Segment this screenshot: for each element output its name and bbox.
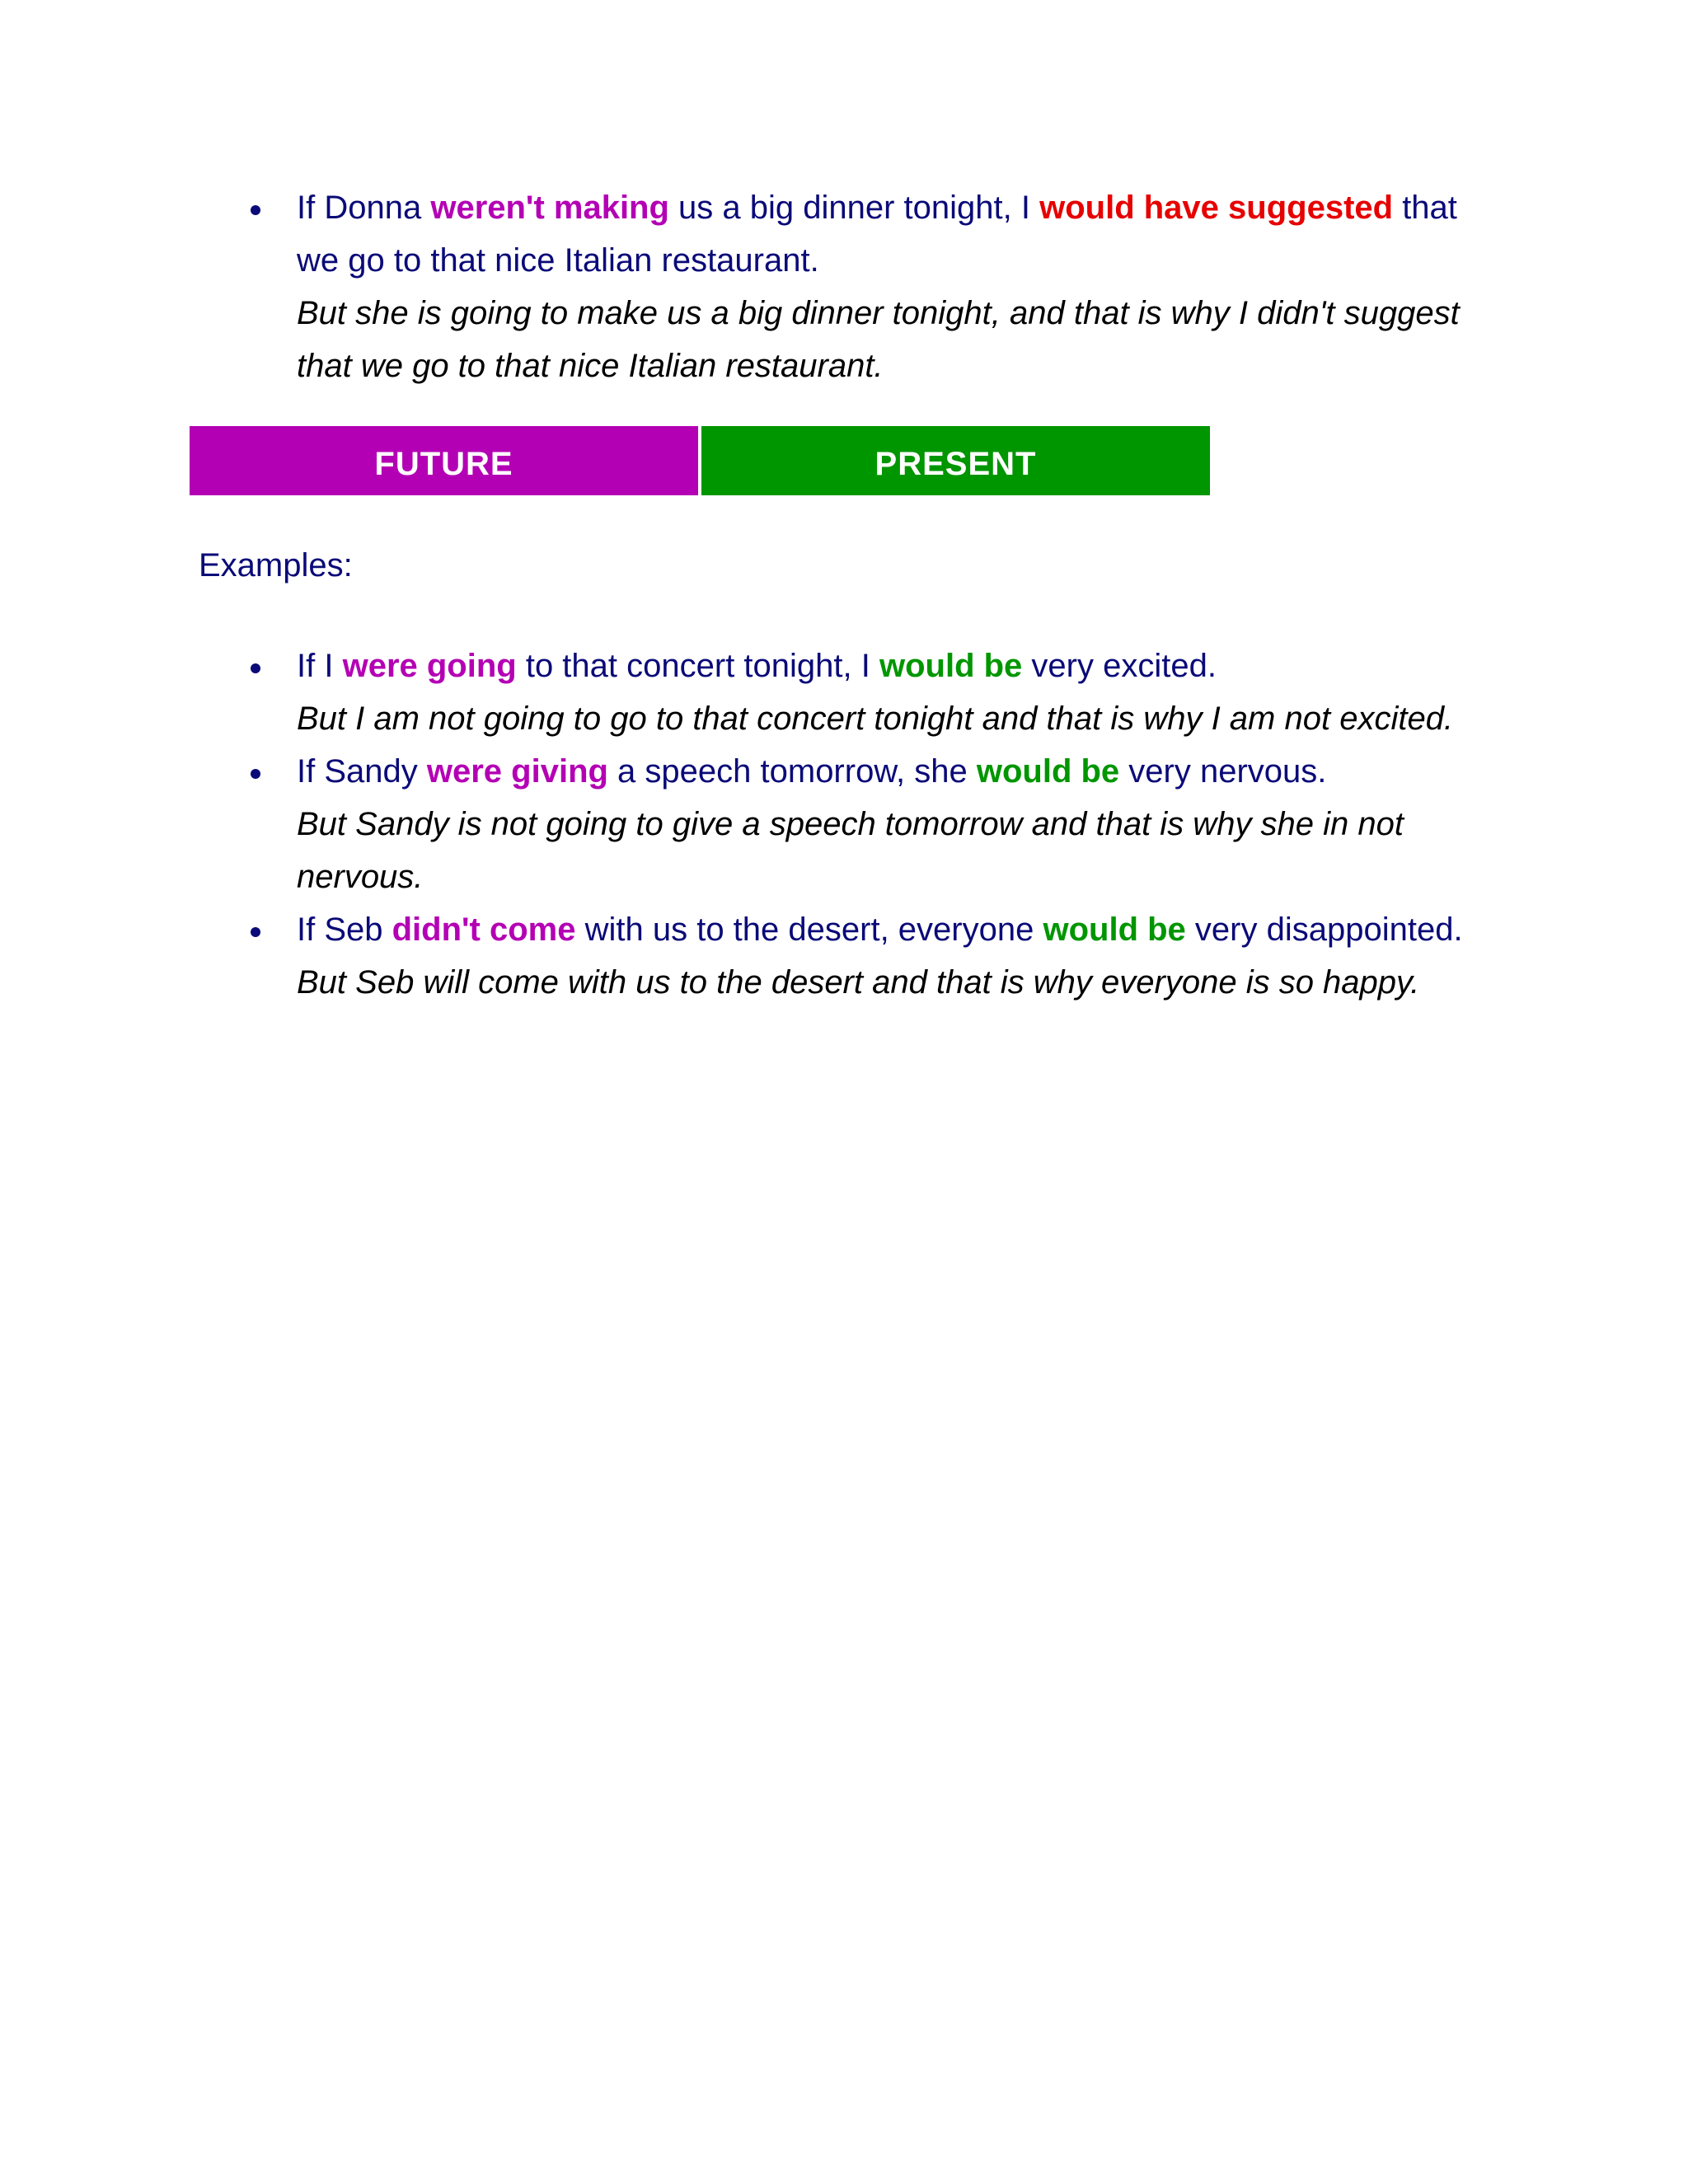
list-item bbox=[297, 181, 1484, 392]
explanation-text: But Seb will come with us to the desert and that is why everyone is so happy. bbox=[297, 964, 1420, 1001]
sentence-text: us a big dinner tonight, I bbox=[668, 190, 1040, 226]
sentence-text: If I bbox=[297, 648, 343, 684]
sentence-text: a speech tomorrow, she bbox=[607, 753, 977, 790]
result-verb: would be bbox=[976, 753, 1120, 790]
tense-bar bbox=[190, 426, 1210, 495]
explanation-text: But she is going to make us a big dinner tonight, and that is why I didn't suggest that we go to that nice Italian restaurant. bbox=[297, 295, 1460, 384]
examples-heading: Examples: bbox=[199, 547, 353, 583]
tense-present-cell: PRESENT bbox=[701, 426, 1210, 495]
tense-future-cell: FUTURE bbox=[190, 426, 698, 495]
result-verb: would have suggested bbox=[1039, 190, 1394, 226]
list-item bbox=[297, 640, 1484, 745]
sentence-text: If Donna bbox=[297, 190, 431, 226]
result-verb: would be bbox=[879, 648, 1023, 684]
sentence-text: If Sandy bbox=[297, 753, 427, 790]
sentence-text: with us to the desert, everyone bbox=[575, 912, 1043, 948]
bullet-list-top bbox=[297, 181, 1484, 392]
condition-verb: were going bbox=[342, 648, 517, 684]
sentence-text: that we go to that nice Italian restaurant. bbox=[297, 190, 1457, 279]
condition-verb: were giving bbox=[426, 753, 608, 790]
sentence-text: very disappointed. bbox=[1185, 912, 1463, 948]
sentence-text: very nervous. bbox=[1119, 753, 1327, 790]
list-item bbox=[297, 903, 1484, 1009]
bullet-list-examples bbox=[297, 640, 1484, 1009]
list-item bbox=[297, 745, 1484, 903]
sentence-text: to that concert tonight, I bbox=[516, 648, 879, 684]
condition-verb: didn't come bbox=[392, 912, 576, 948]
result-verb: would be bbox=[1043, 912, 1186, 948]
explanation-text: But I am not going to go to that concert tonight and that is why I am not excited. bbox=[297, 701, 1454, 737]
condition-verb: weren't making bbox=[430, 190, 669, 226]
sentence-text: If Seb bbox=[297, 912, 392, 948]
sentence-text: very excited. bbox=[1022, 648, 1217, 684]
explanation-text: But Sandy is not going to give a speech tomorrow and that is why she in not nervous. bbox=[297, 806, 1404, 895]
